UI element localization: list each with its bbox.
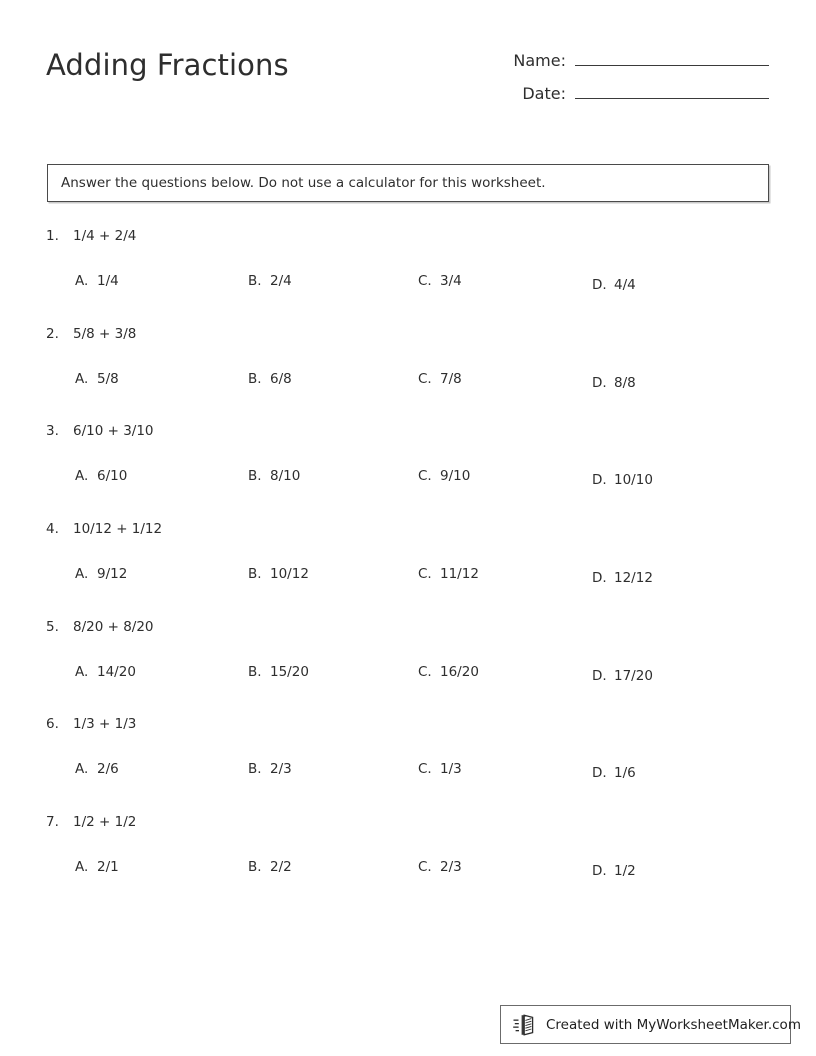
student-info-block xyxy=(501,48,769,114)
option-text: 9/10 xyxy=(440,468,471,485)
answer-option-c[interactable] xyxy=(418,566,479,582)
option-text: 2/2 xyxy=(270,859,292,876)
answer-options-row xyxy=(0,853,816,885)
question-prompt xyxy=(46,326,136,342)
option-letter: D. xyxy=(592,765,607,782)
question-number: 3. xyxy=(46,423,59,440)
answer-option-c[interactable] xyxy=(418,371,462,387)
question-number: 5. xyxy=(46,618,59,635)
question-text: 1/2 + 1/2 xyxy=(73,814,137,831)
question-number: 6. xyxy=(46,716,59,733)
answer-option-c[interactable] xyxy=(418,468,470,484)
answer-option-a[interactable] xyxy=(75,664,136,680)
date-label: Date: xyxy=(522,84,566,103)
option-text: 5/8 xyxy=(97,370,119,387)
instruction-text: Answer the questions below. Do not use a calculator for this worksheet. xyxy=(61,175,546,191)
question-text: 5/8 + 3/8 xyxy=(73,325,137,342)
answer-option-c[interactable] xyxy=(418,761,462,777)
question-prompt xyxy=(46,521,162,537)
option-text: 10/12 xyxy=(270,566,309,583)
date-row xyxy=(501,81,769,114)
answer-option-d[interactable] xyxy=(592,472,653,488)
option-text: 8/10 xyxy=(270,468,301,485)
option-letter: B. xyxy=(248,468,262,485)
option-letter: D. xyxy=(592,667,607,684)
answer-option-b[interactable] xyxy=(248,566,309,582)
option-text: 4/4 xyxy=(614,277,636,293)
option-letter: C. xyxy=(418,273,432,289)
option-text: 17/20 xyxy=(614,667,653,684)
option-text: 7/8 xyxy=(440,370,462,387)
option-text: 8/8 xyxy=(614,374,636,391)
answer-option-a[interactable] xyxy=(75,859,119,875)
option-text: 2/3 xyxy=(270,761,292,778)
answer-option-a[interactable] xyxy=(75,371,119,387)
option-text: 16/20 xyxy=(440,663,479,680)
answer-option-b[interactable] xyxy=(248,468,300,484)
question-number: 1. xyxy=(46,228,59,244)
answer-options-row xyxy=(0,365,816,397)
answer-option-c[interactable] xyxy=(418,859,462,875)
answer-option-c[interactable] xyxy=(418,664,479,680)
question-block xyxy=(0,423,816,521)
question-prompt xyxy=(46,228,136,244)
answer-option-a[interactable] xyxy=(75,468,127,484)
option-letter: C. xyxy=(418,663,432,680)
option-text: 1/3 xyxy=(440,761,462,778)
option-letter: C. xyxy=(418,761,432,778)
question-prompt xyxy=(46,814,136,830)
footer-badge[interactable] xyxy=(500,1005,801,1044)
option-text: 9/12 xyxy=(97,566,128,583)
answer-option-d[interactable] xyxy=(592,277,636,293)
question-block xyxy=(0,619,816,717)
answer-option-d[interactable] xyxy=(592,668,653,684)
question-text: 8/20 + 8/20 xyxy=(73,618,154,635)
question-list xyxy=(0,228,816,912)
option-letter: C. xyxy=(418,370,432,387)
option-text: 3/4 xyxy=(440,273,462,289)
option-text: 2/1 xyxy=(97,859,119,876)
answer-options-row xyxy=(0,560,816,592)
answer-option-b[interactable] xyxy=(248,859,292,875)
option-text: 14/20 xyxy=(97,663,136,680)
option-letter: B. xyxy=(248,761,262,778)
option-letter: A. xyxy=(75,566,89,583)
answer-options-row xyxy=(0,755,816,787)
question-block xyxy=(0,814,816,912)
option-text: 6/8 xyxy=(270,370,292,387)
option-letter: A. xyxy=(75,859,89,876)
option-text: 12/12 xyxy=(614,570,653,587)
question-block xyxy=(0,228,816,326)
footer-credit-text: Created with MyWorksheetMaker.com xyxy=(546,1016,801,1033)
answer-option-d[interactable] xyxy=(592,863,636,879)
option-text: 1/6 xyxy=(614,765,636,782)
answer-options-row xyxy=(0,462,816,494)
option-letter: A. xyxy=(75,273,89,289)
option-letter: D. xyxy=(592,472,607,489)
option-letter: D. xyxy=(592,374,607,391)
question-text: 1/3 + 1/3 xyxy=(73,716,137,733)
name-label: Name: xyxy=(513,51,566,70)
option-letter: A. xyxy=(75,663,89,680)
option-letter: C. xyxy=(418,566,432,583)
answer-option-d[interactable] xyxy=(592,765,636,781)
answer-option-b[interactable] xyxy=(248,664,309,680)
question-text: 1/4 + 2/4 xyxy=(73,228,137,244)
worksheet-maker-logo-icon xyxy=(513,1013,539,1037)
question-number: 4. xyxy=(46,521,59,538)
option-text: 2/3 xyxy=(440,859,462,876)
name-row xyxy=(501,48,769,81)
answer-option-b[interactable] xyxy=(248,371,292,387)
option-text: 1/2 xyxy=(614,863,636,880)
option-text: 1/4 xyxy=(97,273,119,289)
option-letter: C. xyxy=(418,859,432,876)
answer-option-b[interactable] xyxy=(248,761,292,777)
option-letter: B. xyxy=(248,273,262,289)
option-letter: B. xyxy=(248,370,262,387)
date-input-line[interactable] xyxy=(575,81,769,99)
option-letter: D. xyxy=(592,863,607,880)
option-letter: A. xyxy=(75,468,89,485)
option-text: 15/20 xyxy=(270,663,309,680)
question-prompt xyxy=(46,423,154,439)
answer-option-d[interactable] xyxy=(592,570,653,586)
option-letter: A. xyxy=(75,761,89,778)
question-text: 10/12 + 1/12 xyxy=(73,521,163,538)
option-letter: C. xyxy=(418,468,432,485)
question-text: 6/10 + 3/10 xyxy=(73,423,154,440)
question-block xyxy=(0,716,816,814)
option-letter: B. xyxy=(248,566,262,583)
answer-option-d[interactable] xyxy=(592,375,636,391)
option-letter: B. xyxy=(248,859,262,876)
option-letter: B. xyxy=(248,663,262,680)
option-text: 6/10 xyxy=(97,468,128,485)
option-text: 11/12 xyxy=(440,566,479,583)
option-text: 10/10 xyxy=(614,472,653,489)
option-letter: A. xyxy=(75,370,89,387)
question-number: 2. xyxy=(46,325,59,342)
answer-option-b[interactable] xyxy=(248,273,292,289)
option-letter: D. xyxy=(592,277,607,293)
option-letter: D. xyxy=(592,570,607,587)
answer-option-a[interactable] xyxy=(75,761,119,777)
answer-option-c[interactable] xyxy=(418,273,462,289)
question-block xyxy=(0,326,816,424)
option-text: 2/6 xyxy=(97,761,119,778)
answer-options-row xyxy=(0,658,816,690)
answer-option-a[interactable] xyxy=(75,273,119,289)
answer-options-row xyxy=(0,267,816,299)
page-title: Adding Fractions xyxy=(46,48,289,82)
question-prompt xyxy=(46,619,154,635)
question-block xyxy=(0,521,816,619)
instruction-box xyxy=(47,164,769,202)
question-prompt xyxy=(46,716,136,732)
answer-option-a[interactable] xyxy=(75,566,127,582)
name-input-line[interactable] xyxy=(575,48,769,66)
option-text: 2/4 xyxy=(270,273,292,289)
question-number: 7. xyxy=(46,814,59,831)
